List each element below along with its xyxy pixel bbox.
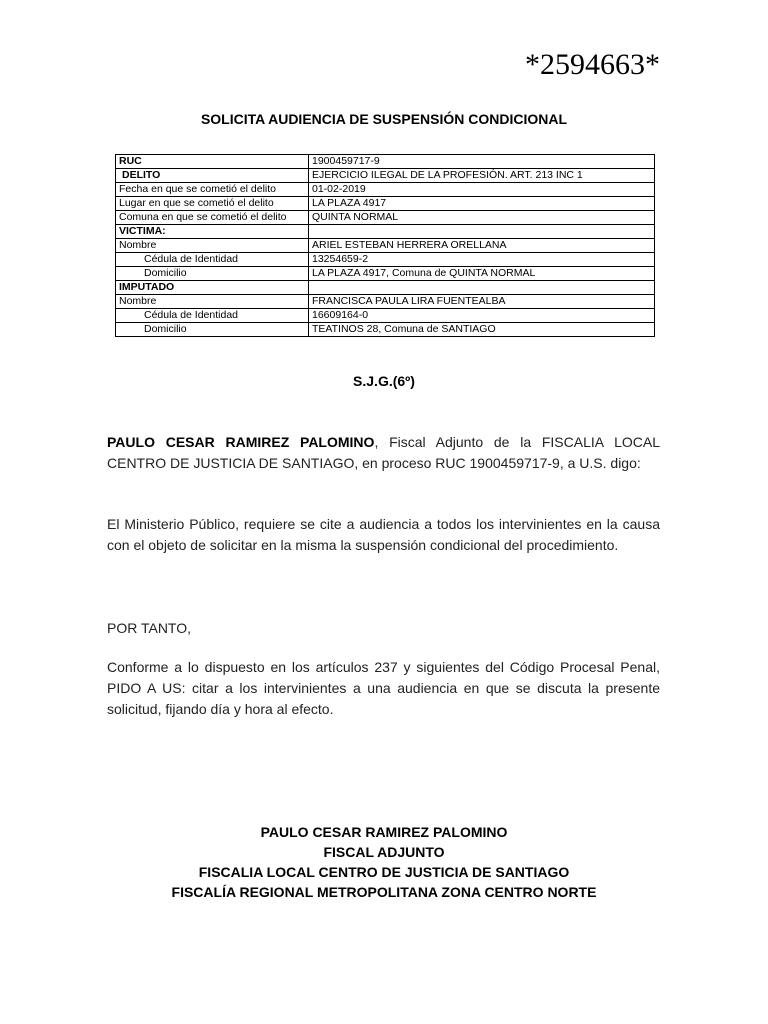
table-row <box>116 211 655 225</box>
table-row <box>116 323 655 337</box>
signature-position: FISCAL ADJUNTO <box>323 844 445 860</box>
signature-block <box>0 822 768 902</box>
signature-office: FISCALIA LOCAL CENTRO DE JUSTICIA DE SANTIAGO <box>198 864 570 880</box>
case-info-body <box>116 155 655 337</box>
row-value: 01-02-2019 <box>309 183 655 197</box>
table-row <box>116 183 655 197</box>
row-value: ARIEL ESTEBAN HERRERA ORELLANA <box>309 239 655 253</box>
table-row <box>116 295 655 309</box>
prosecutor-name: PAULO CESAR RAMIREZ PALOMINO <box>107 434 375 450</box>
por-tanto: POR TANTO, <box>107 620 192 636</box>
table-row <box>116 155 655 169</box>
signature-region: FISCALÍA REGIONAL METROPOLITANA ZONA CENTRO NORTE <box>171 884 597 900</box>
row-value <box>309 281 655 295</box>
court-heading: S.J.G.(6º) <box>353 373 415 389</box>
row-label: IMPUTADO <box>116 281 309 295</box>
row-value <box>309 225 655 239</box>
intro-text: , Fiscal Adjunto de la FISCALIA LOCAL CENTRO DE JUSTICIA DE SANTIAGO, en proceso RUC 1900459717-9, a U.S. digo: <box>107 434 661 471</box>
table-row <box>116 281 655 295</box>
row-value: FRANCISCA PAULA LIRA FUENTEALBA <box>309 295 655 309</box>
row-label: Domicilio <box>116 267 309 281</box>
table-row <box>116 239 655 253</box>
row-label: Nombre <box>116 295 309 309</box>
document-title: SOLICITA AUDIENCIA DE SUSPENSIÓN CONDICIONAL <box>200 111 568 127</box>
table-row <box>116 267 655 281</box>
row-value: TEATINOS 28, Comuna de SANTIAGO <box>309 323 655 337</box>
row-label: DELITO <box>116 169 309 183</box>
table-row <box>116 197 655 211</box>
row-label: Fecha en que se cometió el delito <box>116 183 309 197</box>
table-row <box>116 225 655 239</box>
table-row <box>116 309 655 323</box>
row-value: QUINTA NORMAL <box>309 211 655 225</box>
row-value: 1900459717-9 <box>309 155 655 169</box>
row-label: RUC <box>116 155 309 169</box>
row-label: VICTIMA: <box>116 225 309 239</box>
row-value: LA PLAZA 4917 <box>309 197 655 211</box>
row-value: 16609164-0 <box>309 309 655 323</box>
row-value: 13254659-2 <box>309 253 655 267</box>
case-info-table <box>115 154 655 337</box>
request-paragraph: El Ministerio Público, requiere se cite a audiencia a todos los intervinientes en la causa con el objeto de solicitar en la misma la suspensión condicional del procedimiento. <box>107 516 660 553</box>
row-value: EJERCICIO ILEGAL DE LA PROFESIÓN. ART. 213 INC 1 <box>309 169 655 183</box>
row-label: Cédula de Identidad <box>116 309 309 323</box>
row-value: LA PLAZA 4917, Comuna de QUINTA NORMAL <box>309 267 655 281</box>
table-row <box>116 169 655 183</box>
row-label: Domicilio <box>116 323 309 337</box>
document-number: *2594663* <box>525 48 660 81</box>
row-label: Lugar en que se cometió el delito <box>116 197 309 211</box>
row-label: Cédula de Identidad <box>116 253 309 267</box>
row-label: Comuna en que se cometió el delito <box>116 211 309 225</box>
petition-paragraph: Conforme a lo dispuesto en los artículos 237 y siguientes del Código Procesal Penal, PIDO A US: citar a los intervinientes a una audiencia en que se discuta la presente solicitud, fijando día y hora al efecto. <box>107 659 660 717</box>
table-row <box>116 253 655 267</box>
signature-name: PAULO CESAR RAMIREZ PALOMINO <box>260 824 508 840</box>
row-label: Nombre <box>116 239 309 253</box>
intro-paragraph <box>107 432 660 474</box>
